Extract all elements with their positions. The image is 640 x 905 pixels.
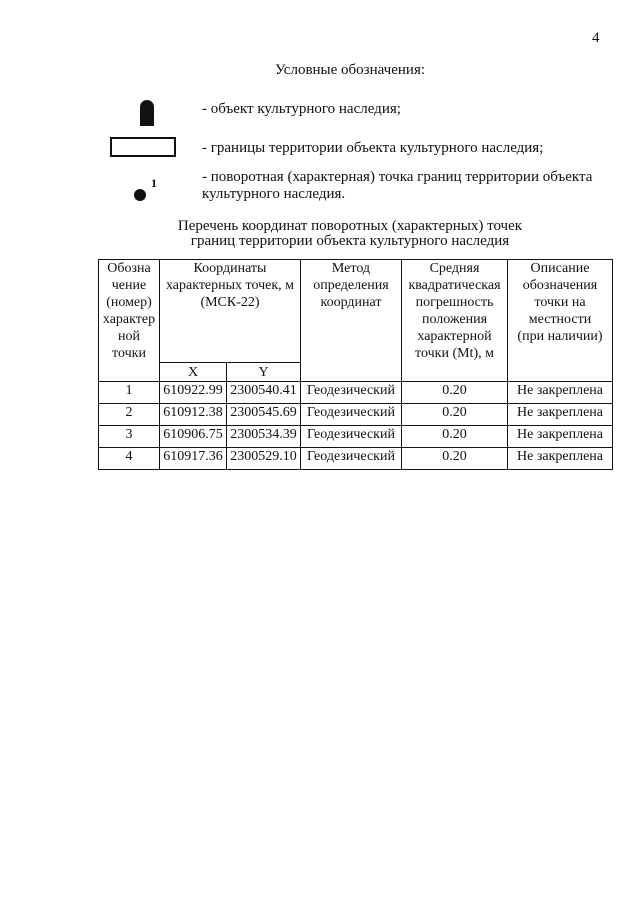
cell-x: 610906.75 [160,426,227,448]
table-title-line1: Перечень координат поворотных (характерных) точек [177,218,523,234]
header-text: Координаты [193,261,267,276]
table-row [99,404,613,426]
cell-x: 610917.36 [160,448,227,470]
header-text: местности [528,312,592,327]
header-text: Средняя [429,261,480,276]
header-text: погрешность [415,295,494,310]
cell-x: 610922.99 [160,382,227,404]
header-point-number [99,260,160,382]
legend-item-boundary: - границы территории объекта культурного наследия; [202,140,544,156]
cell-x: 610912.38 [160,404,227,426]
header-text: Метод [331,261,371,276]
cell-error: 0.20 [402,448,508,470]
cell-point-number: 1 [99,382,160,404]
header-text: точки на [534,295,586,310]
turning-point-label: 1 [151,176,157,190]
header-text: характерной [417,329,492,344]
cell-description: Не закреплена [508,426,613,448]
header-text: (при наличии) [517,329,603,344]
header-method [301,260,402,382]
cell-error: 0.20 [402,404,508,426]
cell-point-number: 2 [99,404,160,426]
header-text: характер [102,312,156,327]
header-text: Описание [530,261,590,276]
cell-y: 2300540.41 [227,382,301,404]
header-error [402,260,508,382]
cell-y: 2300534.39 [227,426,301,448]
header-description [508,260,613,382]
header-text: характерных точек, м [165,278,295,293]
cell-description: Не закреплена [508,448,613,470]
legend-item-turning-point-line2: культурного наследия. [202,186,346,202]
table-row [99,382,613,404]
header-x: X [160,363,227,382]
cell-y: 2300545.69 [227,404,301,426]
legend-title: Условные обозначения: [274,62,426,78]
header-text: (номер) [106,295,152,310]
legend-item-turning-point [202,169,592,203]
table-row [99,426,613,448]
header-y: Y [227,363,301,382]
table-title [30,219,640,249]
header-text: обозначения [522,278,598,293]
cell-method: Геодезический [301,382,402,404]
cell-description: Не закреплена [508,404,613,426]
legend-item-turning-point-line1: - поворотная (характерная) точка границ территории объекта [202,169,593,185]
turning-point-icon [134,189,146,201]
cell-y: 2300529.10 [227,448,301,470]
cell-method: Геодезический [301,448,402,470]
cell-error: 0.20 [402,382,508,404]
header-text: (МСК-22) [200,295,260,310]
cell-point-number: 3 [99,426,160,448]
header-text: ной [118,329,140,344]
table-title-line2: границ территории объекта культурного наследия [190,233,510,249]
header-text: координат [320,295,382,310]
header-text: точки (Mt), м [415,346,494,361]
boundary-rectangle-icon [110,137,176,157]
header-text: положения [421,312,488,327]
legend-item-heritage: - объект культурного наследия; [202,101,401,117]
header-text: чение [111,278,147,293]
cell-error: 0.20 [402,426,508,448]
header-coordinates [160,260,301,363]
cell-description: Не закреплена [508,382,613,404]
cell-method: Геодезический [301,426,402,448]
heritage-object-icon [140,100,154,126]
coordinates-table [98,259,613,470]
header-text: определения [313,278,389,293]
table-header-row [99,260,613,363]
header-text: квадратическая [408,278,501,293]
cell-point-number: 4 [99,448,160,470]
page-number: 4 [592,30,600,46]
cell-method: Геодезический [301,404,402,426]
table-row [99,448,613,470]
header-text: Обозна [107,261,151,276]
header-text: точки [112,346,146,361]
